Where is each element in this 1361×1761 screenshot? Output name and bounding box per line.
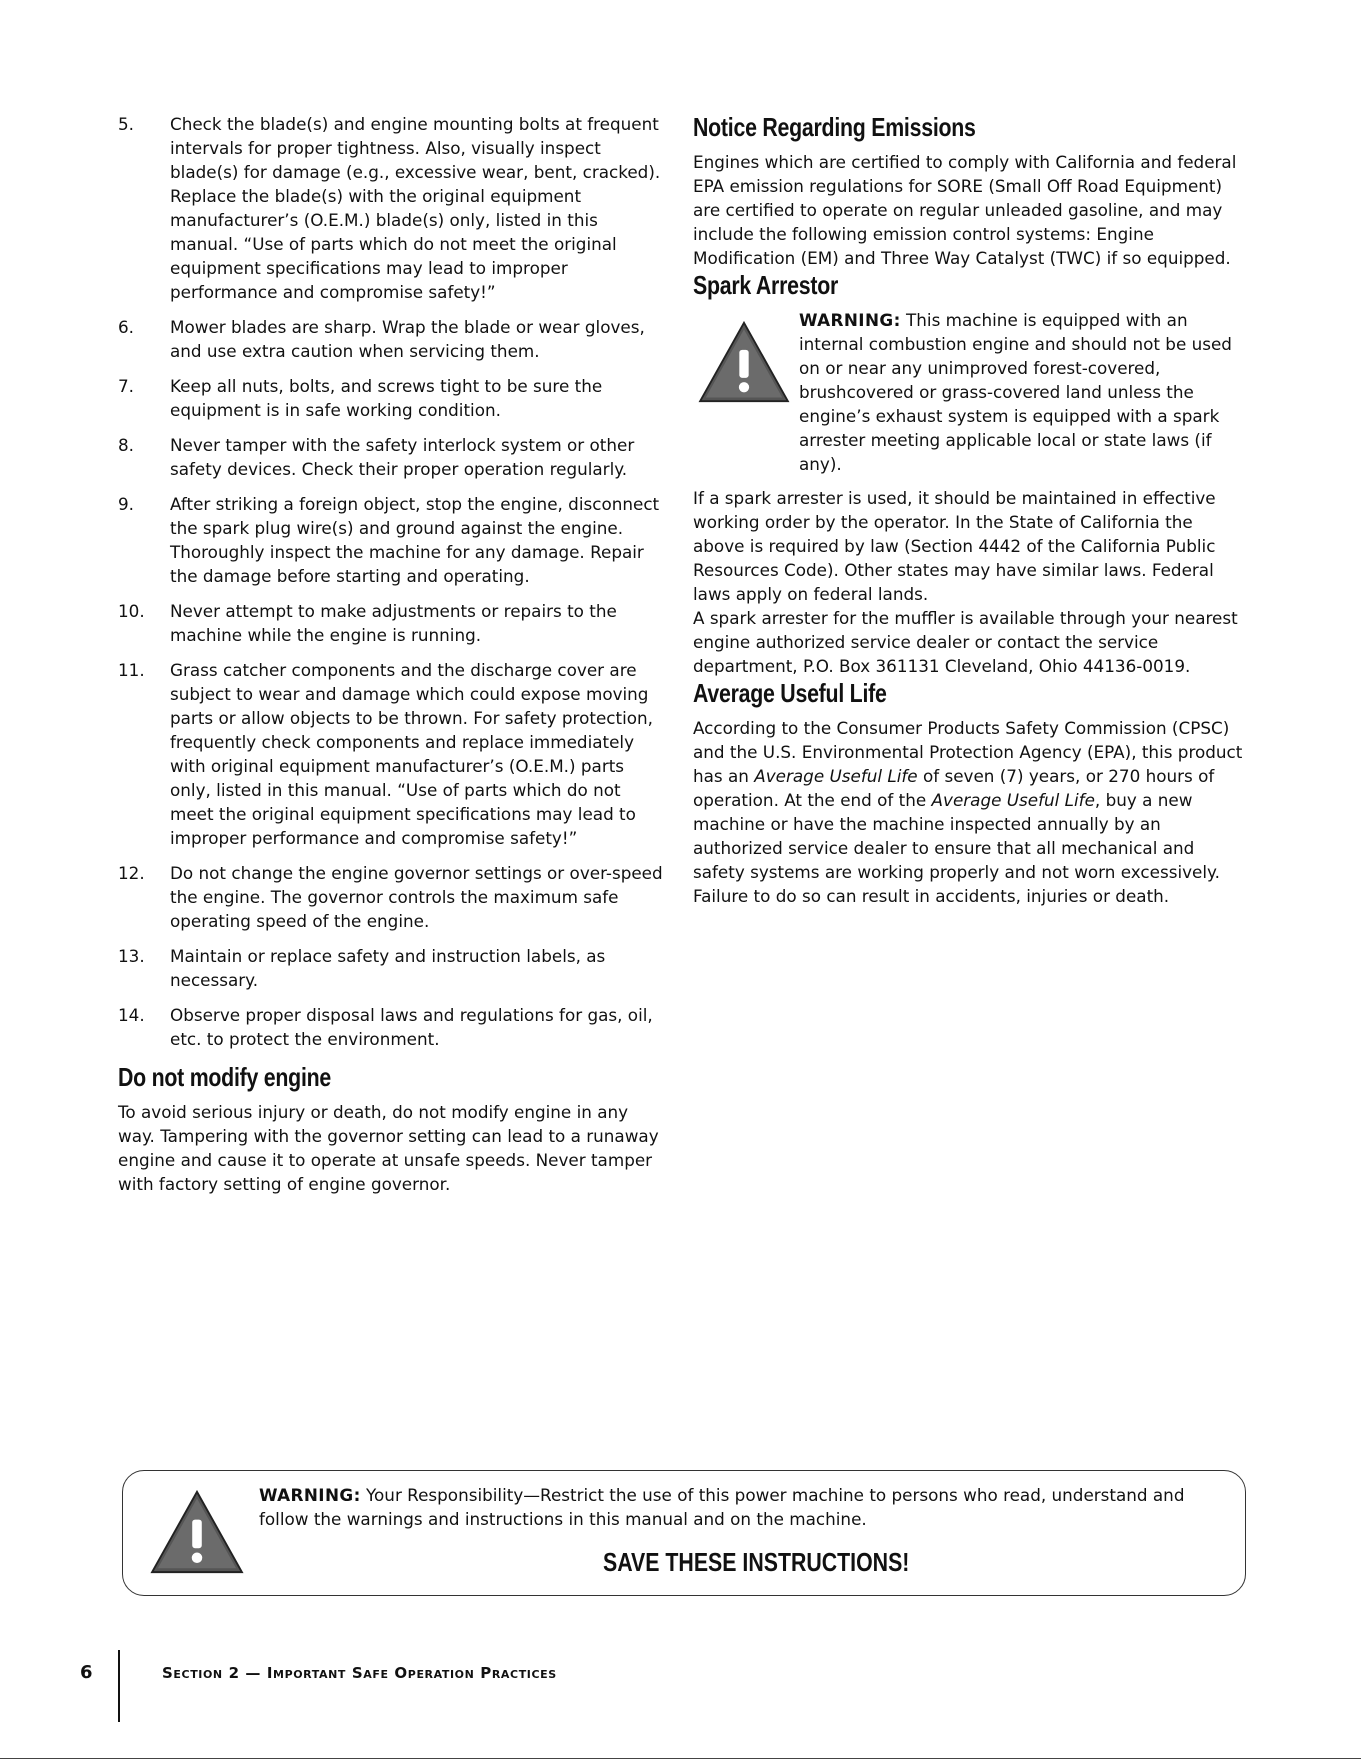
right-column	[693, 112, 1243, 908]
list-item	[118, 599, 666, 647]
spark-paragraph-1: If a spark arrester is used, it should be maintained in effective working order by the operator. In the State of California the above is required by law (Section 4442 of the California Public Resources Code). Other states may have similar laws. Federal laws apply on federal lands.	[693, 488, 1216, 604]
spark-paragraph-2: A spark arrester for the muffler is available through your nearest engine authorized service dealer or contact the service department, P.O. Box 361131 Cleveland, Ohio 44136-0019.	[693, 608, 1238, 676]
list-item-number: 8.	[118, 435, 135, 455]
left-column	[118, 112, 666, 1196]
responsibility-text: Your Responsibility—Restrict the use of this power machine to persons who read, understand and follow the warnings and instructions in this manual and on the machine.	[259, 1485, 1185, 1529]
list-item	[118, 112, 666, 304]
responsibility-warning-text	[259, 1483, 1239, 1531]
list-item-number: 12.	[118, 863, 145, 883]
list-item-number: 5.	[118, 114, 135, 134]
safety-list	[118, 112, 666, 1051]
list-item-text: Do not change the engine governor settings or over-speed the engine. The governor controls the maximum safe operating speed of the engine.	[170, 863, 663, 931]
list-item-text: Maintain or replace safety and instruction labels, as necessary.	[170, 946, 606, 990]
list-item	[118, 492, 666, 588]
list-item-text: After striking a foreign object, stop the engine, disconnect the spark plug wire(s) and ground against the engine. Thoroughly inspect the machine for any damage. Repair the damage before starting and operating.	[170, 494, 660, 586]
footer-divider	[118, 1650, 120, 1722]
warning-label: WARNING:	[799, 310, 901, 330]
section-heading-spark-arrestor: Spark Arrestor	[693, 270, 839, 300]
warning-triangle-icon	[149, 1489, 245, 1575]
list-item-text: Observe proper disposal laws and regulations for gas, oil, etc. to protect the environment.	[170, 1005, 653, 1049]
list-item-number: 6.	[118, 317, 135, 337]
page-bottom-rule	[0, 1758, 1361, 1759]
list-item-text: Mower blades are sharp. Wrap the blade or wear gloves, and use extra caution when servicing them.	[170, 317, 645, 361]
section-title: Section 2 — Important Safe Operation Practices	[162, 1664, 557, 1682]
list-item-text: Never attempt to make adjustments or repairs to the machine while the engine is running.	[170, 601, 617, 645]
list-item-number: 9.	[118, 494, 135, 514]
list-item-number: 7.	[118, 376, 135, 396]
list-item	[118, 1003, 666, 1051]
list-item-number: 13.	[118, 946, 145, 966]
page-footer	[0, 1650, 1361, 1730]
warning-triangle-icon	[697, 320, 791, 404]
list-item-number: 11.	[118, 660, 145, 680]
list-item	[118, 861, 666, 933]
spark-warning	[693, 308, 1243, 476]
list-item-text: Grass catcher components and the discharge cover are subject to wear and damage which could expose moving parts or allow objects to be thrown. For safety protection, frequently check components and replace immediately with original equipment manufacturer’s (O.E.M.) parts only, listed in this manual. “Use of parts which do not meet the original equipment specifications may lead to improper performance and compromise safety!”	[170, 660, 653, 848]
section-heading-do-not-modify: Do not modify engine	[118, 1062, 332, 1092]
emissions-text: Engines which are certified to comply with California and federal EPA emission regulations for SORE (Small Off Road Equipment) are certified to operate on regular unleaded gasoline, and may include the following emission control systems: Engine Modification (EM) and Three Way Catalyst (TWC) if so equipped.	[693, 152, 1237, 268]
useful-life-text-part: According to the Consumer Products Safety Commission (CPSC) and the U.S. Environmental Protection Agency (EPA), this product has an	[693, 718, 1243, 786]
list-item-text: Keep all nuts, bolts, and screws tight to be sure the equipment is in safe working condition.	[170, 376, 603, 420]
list-item	[118, 374, 666, 422]
list-item	[118, 658, 666, 850]
list-item-text: Check the blade(s) and engine mounting bolts at frequent intervals for proper tightness. Also, visually inspect blade(s) for damage (e.g., excessive wear, bent, cracked). Replace the blade(s) with the original equipment manufacturer’s (O.E.M.) blade(s) only, listed in this manual. “Use of parts which do not meet the original equipment specifications may lead to improper performance and compromise safety!”	[170, 114, 661, 302]
responsibility-warning-box	[122, 1470, 1246, 1596]
warning-label: WARNING:	[259, 1485, 361, 1505]
list-item-number: 14.	[118, 1005, 145, 1025]
page-number: 6	[80, 1662, 93, 1683]
useful-life-term: Average Useful Life	[931, 790, 1095, 810]
save-instructions-heading: SAVE THESE INSTRUCTIONS!	[603, 1547, 910, 1577]
useful-life-term: Average Useful Life	[754, 766, 918, 786]
list-item-text: Never tamper with the safety interlock system or other safety devices. Check their proper operation regularly.	[170, 435, 635, 479]
list-item-number: 10.	[118, 601, 145, 621]
useful-life-text	[693, 716, 1243, 908]
list-item	[118, 433, 666, 481]
section-heading-useful-life: Average Useful Life	[693, 678, 887, 708]
useful-life-text-part: of seven (7) years, or 270 hours of operation. At the end of the	[693, 766, 1215, 810]
section-heading-emissions: Notice Regarding Emissions	[693, 112, 976, 142]
list-item	[118, 944, 666, 992]
do-not-modify-text: To avoid serious injury or death, do not modify engine in any way. Tampering with the governor setting can lead to a runaway engine and cause it to operate at unsafe speeds. Never tamper with factory setting of engine governor.	[118, 1102, 659, 1194]
list-item	[118, 315, 666, 363]
useful-life-text-part: , buy a new machine or have the machine inspected annually by an authorized service dealer to ensure that all mechanical and safety systems are working properly and not worn excessively. Failure to do so can result in accidents, injuries or death.	[693, 790, 1220, 906]
spark-warning-text: This machine is equipped with an internal combustion engine and should not be used on or near any unimproved forest-covered, brushcovered or grass-covered land unless the engine’s exhaust system is equipped with a spark arrester meeting applicable local or state laws (if any).	[799, 310, 1232, 474]
